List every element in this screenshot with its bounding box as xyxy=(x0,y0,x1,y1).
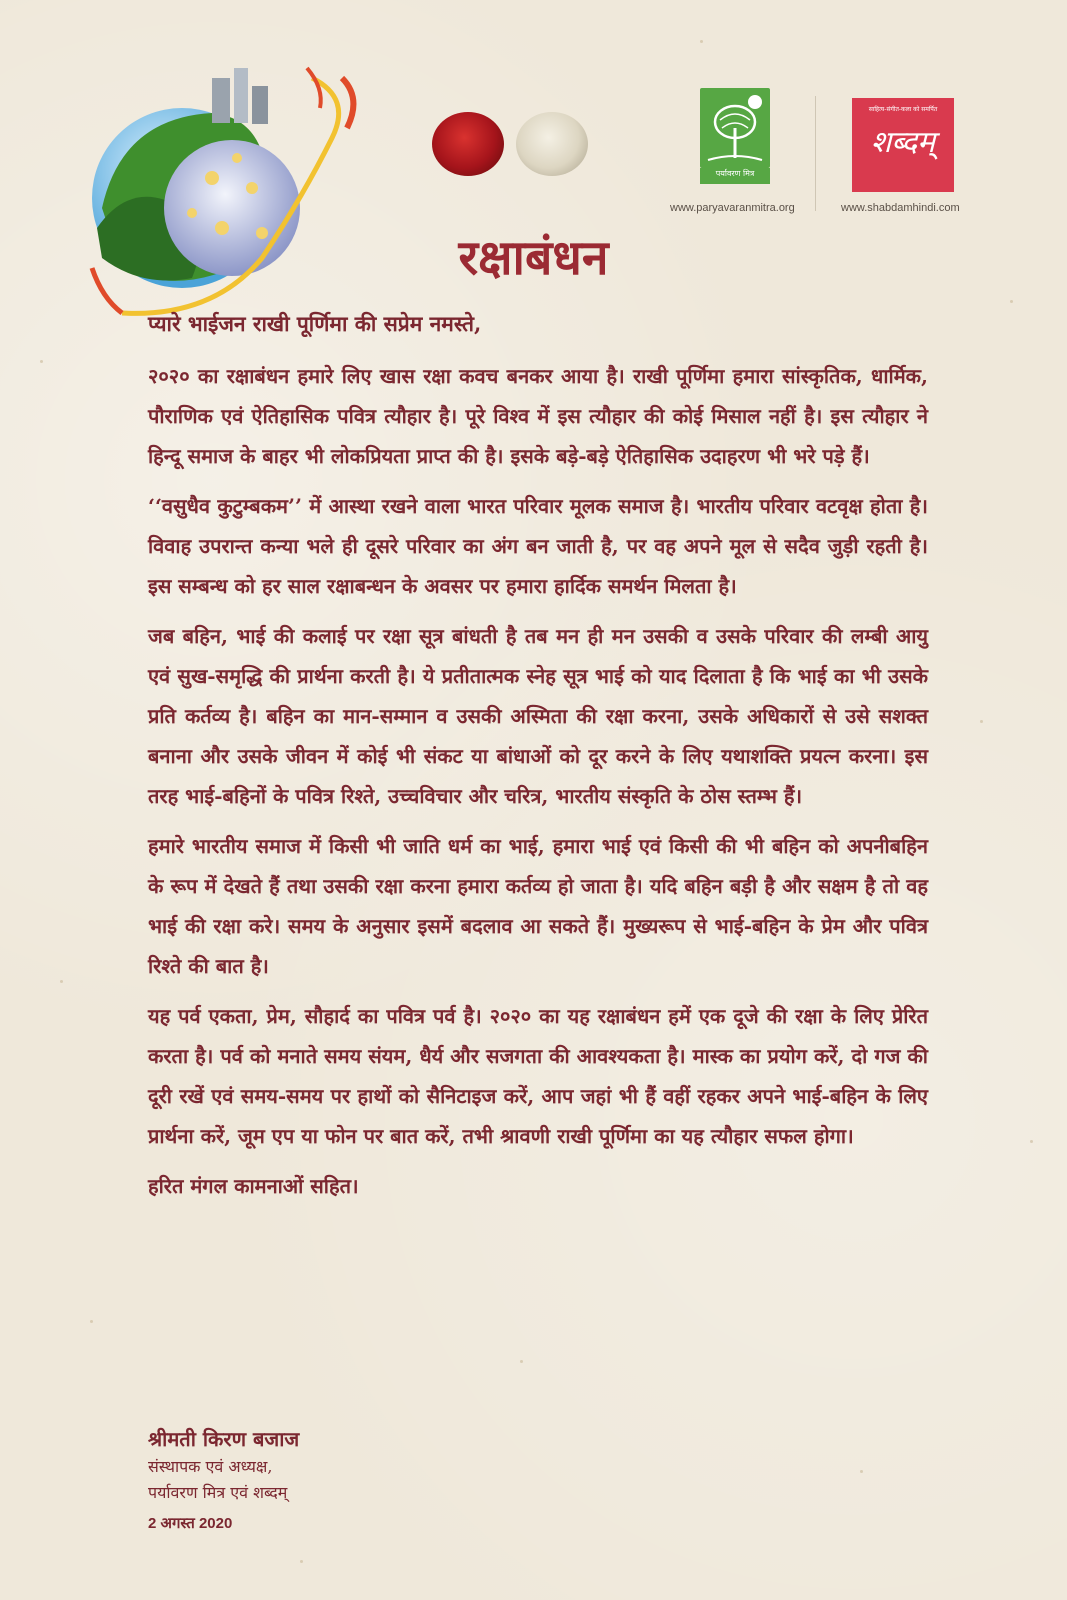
paryavaran-mitra-logo[interactable] xyxy=(700,88,770,196)
paragraph-5: यह पर्व एकता, प्रेम, सौहार्द का पवित्र पर्व है। २०२० का यह रक्षाबंधन हमें एक दूजे की रक्षा के लिए प्रेरित करता है। पर्व को मनाते समय संयम, धैर्य और सजगता की आवश्यकता है। मास्क का प्रयोग करें, दो गज की दूरी रखें एवं समय-समय पर हाथों को सैनिटाइज करें, आप जहां भी हैं वहीं रहकर अपने भाई-बहिन के लिए प्रार्थना करें, जूम एप या फोन पर बात करें, तभी श्रावणी राखी पूर्णिमा का यह त्यौहार सफल होगा। xyxy=(148,1004,928,1148)
paragraph-1: २०२० का रक्षाबंधन हमारे लिए खास रक्षा कवच बनकर आया है। राखी पूर्णिमा हमारा सांस्कृतिक, धार्मिक, पौराणिक एवं ऐतिहासिक पवित्र त्यौहार है। पूरे विश्व में इस त्यौहार की कोई मिसाल नहीं है। इस त्यौहार ने हिन्दू समाज के बाहर भी लोकप्रियता प्राप्त की है। इसके बड़े-बड़े ऐतिहासिक उदाहरण भी भरे पड़े हैं। xyxy=(148,364,928,468)
logo-divider xyxy=(815,96,816,211)
paragraph-4: हमारे भारतीय समाज में किसी भी जाति धर्म का भाई, हमारा भाई एवं किसी की भी बहिन को अपनीबहिन के रूप में देखते हैं तथा उसकी रक्षा करना हमारा कर्तव्य हो जाता है। यदि बहिन बड़ी है और सक्षम है तो वह भाई की रक्षा करे। समय के अनुसार इसमें बदलाव आ सकते हैं। मुख्यरूप से भाई-बहिन के प्रेम और पवित्र रिश्ते की बात है। xyxy=(148,834,928,978)
closing-line: हरित मंगल कामनाओं सहित। xyxy=(148,1174,359,1198)
signatory-org: पर्यावरण मित्र एवं शब्दम् xyxy=(148,1483,288,1502)
paragraph-2: ‘‘वसुधैव कुटुम्बकम’’ में आस्था रखने वाला भारत परिवार मूलक समाज है। भारतीय परिवार वटवृक्ष होता है। विवाह उपरान्त कन्या भले ही दूसरे परिवार का अंग बन जाती है, पर वह अपने मूल से सदैव जुड़ी रहती है। इस सम्बन्ध को हर साल रक्षाबन्धन के अवसर पर हमारा हार्दिक समर्थन मिलता है। xyxy=(148,494,928,598)
letter-body xyxy=(148,306,928,1206)
paryavaran-mitra-url[interactable]: www.paryavaranmitra.org xyxy=(670,202,795,214)
tree-icon xyxy=(700,88,770,168)
shabdam-tagline: साहित्य-संगीत-कला को समर्पित xyxy=(868,106,938,113)
shabdam-url[interactable]: www.shabdamhindi.com xyxy=(841,202,960,214)
shabdam-logo[interactable] xyxy=(852,98,954,192)
signature-block xyxy=(148,1424,299,1538)
page-title: रक्षाबंधन xyxy=(458,230,609,286)
signatory-name: श्रीमती किरण बजाज xyxy=(148,1427,300,1451)
shabdam-wordmark: शब्दम् xyxy=(870,125,936,160)
paragraph-3: जब बहिन, भाई की कलाई पर रक्षा सूत्र बांधती है तब मन ही मन उसकी व उसके परिवार की लम्बी आयु एवं सुख-समृद्धि की प्रार्थना करती है। ये प्रतीतात्मक स्नेह सूत्र भाई को याद दिलाता है कि भाई का भी उसके प्रति कर्तव्य है। बहिन का मान-सम्मान व उसकी अस्मिता की रक्षा करना, उसके अधिकारों से उसे सशक्त बनाना और उसके जीवन में कोई भी संकट या बांधाओं को दूर करने के लिए यथाशक्ति प्रयत्न करना। इस तरह भाई-बहिनों के पवित्र रिश्ते, उच्चविचार और चरित्र, भारतीय संस्कृति के ठोस स्तम्भ हैं। xyxy=(148,624,928,808)
signatory-role: संस्थापक एवं अध्यक्ष, xyxy=(148,1457,273,1476)
paryavaran-mitra-name: पर्यावरण मित्र xyxy=(700,168,770,184)
letter-date: 2 अगस्त 2020 xyxy=(148,1515,233,1532)
salutation: प्यारे भाईजन राखी पूर्णिमा की सप्रेम नमस्ते, xyxy=(148,311,482,336)
kumkum-powder xyxy=(432,112,504,176)
rice-grains xyxy=(516,112,588,176)
